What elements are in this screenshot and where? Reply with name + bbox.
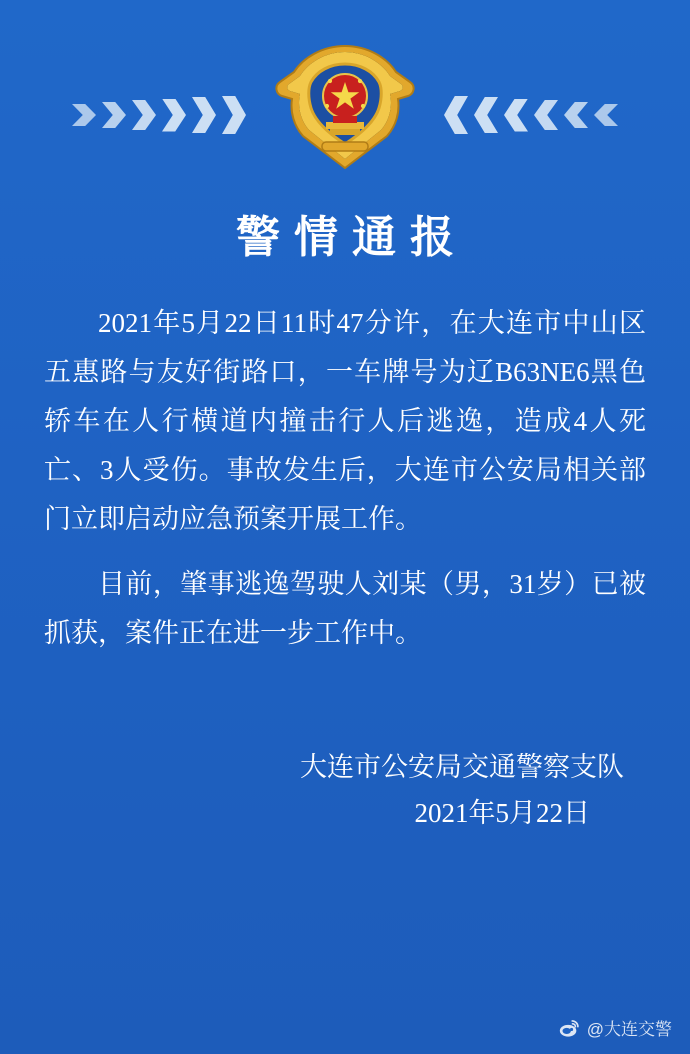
signature-date: 2021年5月22日	[414, 798, 590, 828]
document-body	[44, 299, 646, 658]
chevron-left-icon	[474, 97, 498, 133]
chevron-right-icon	[132, 100, 156, 130]
chevron-right-icon	[192, 97, 216, 133]
chevron-left-icon	[594, 104, 618, 126]
left-chevron-group	[72, 96, 246, 134]
chevron-right-icon	[102, 102, 126, 128]
chevron-right-icon	[72, 104, 96, 126]
source-watermark	[558, 1015, 672, 1040]
signature-block	[0, 744, 624, 836]
chevron-left-icon	[444, 96, 468, 134]
chevron-left-icon	[564, 102, 588, 128]
right-chevron-group	[444, 96, 618, 134]
chevron-right-icon	[222, 96, 246, 134]
paragraph-2: 目前，肇事逃逸驾驶人刘某（男，31岁）已被抓获，案件正在进一步工作中。	[44, 569, 646, 648]
document-title: 警情通报	[236, 212, 468, 263]
weibo-account-name: @大连交警	[586, 1020, 672, 1039]
police-badge-emblem	[270, 38, 420, 178]
paragraph-1: 2021年5月22日11时47分许，在大连市中山区五惠路与友好街路口，一车牌号为辽B63NE6黑色轿车在人行横道内撞击行人后逃逸，造成4人死亡、3人受伤。事故发生后，大连市公安局相关部门立即启动应急预案开展工作。	[44, 308, 646, 534]
header-band	[0, 0, 690, 195]
chevron-right-icon	[162, 99, 186, 132]
chevron-left-icon	[504, 99, 528, 132]
chevron-left-icon	[534, 100, 558, 130]
signature-issuer: 大连市公安局交通警察支队	[300, 752, 624, 782]
weibo-icon	[558, 1017, 580, 1039]
